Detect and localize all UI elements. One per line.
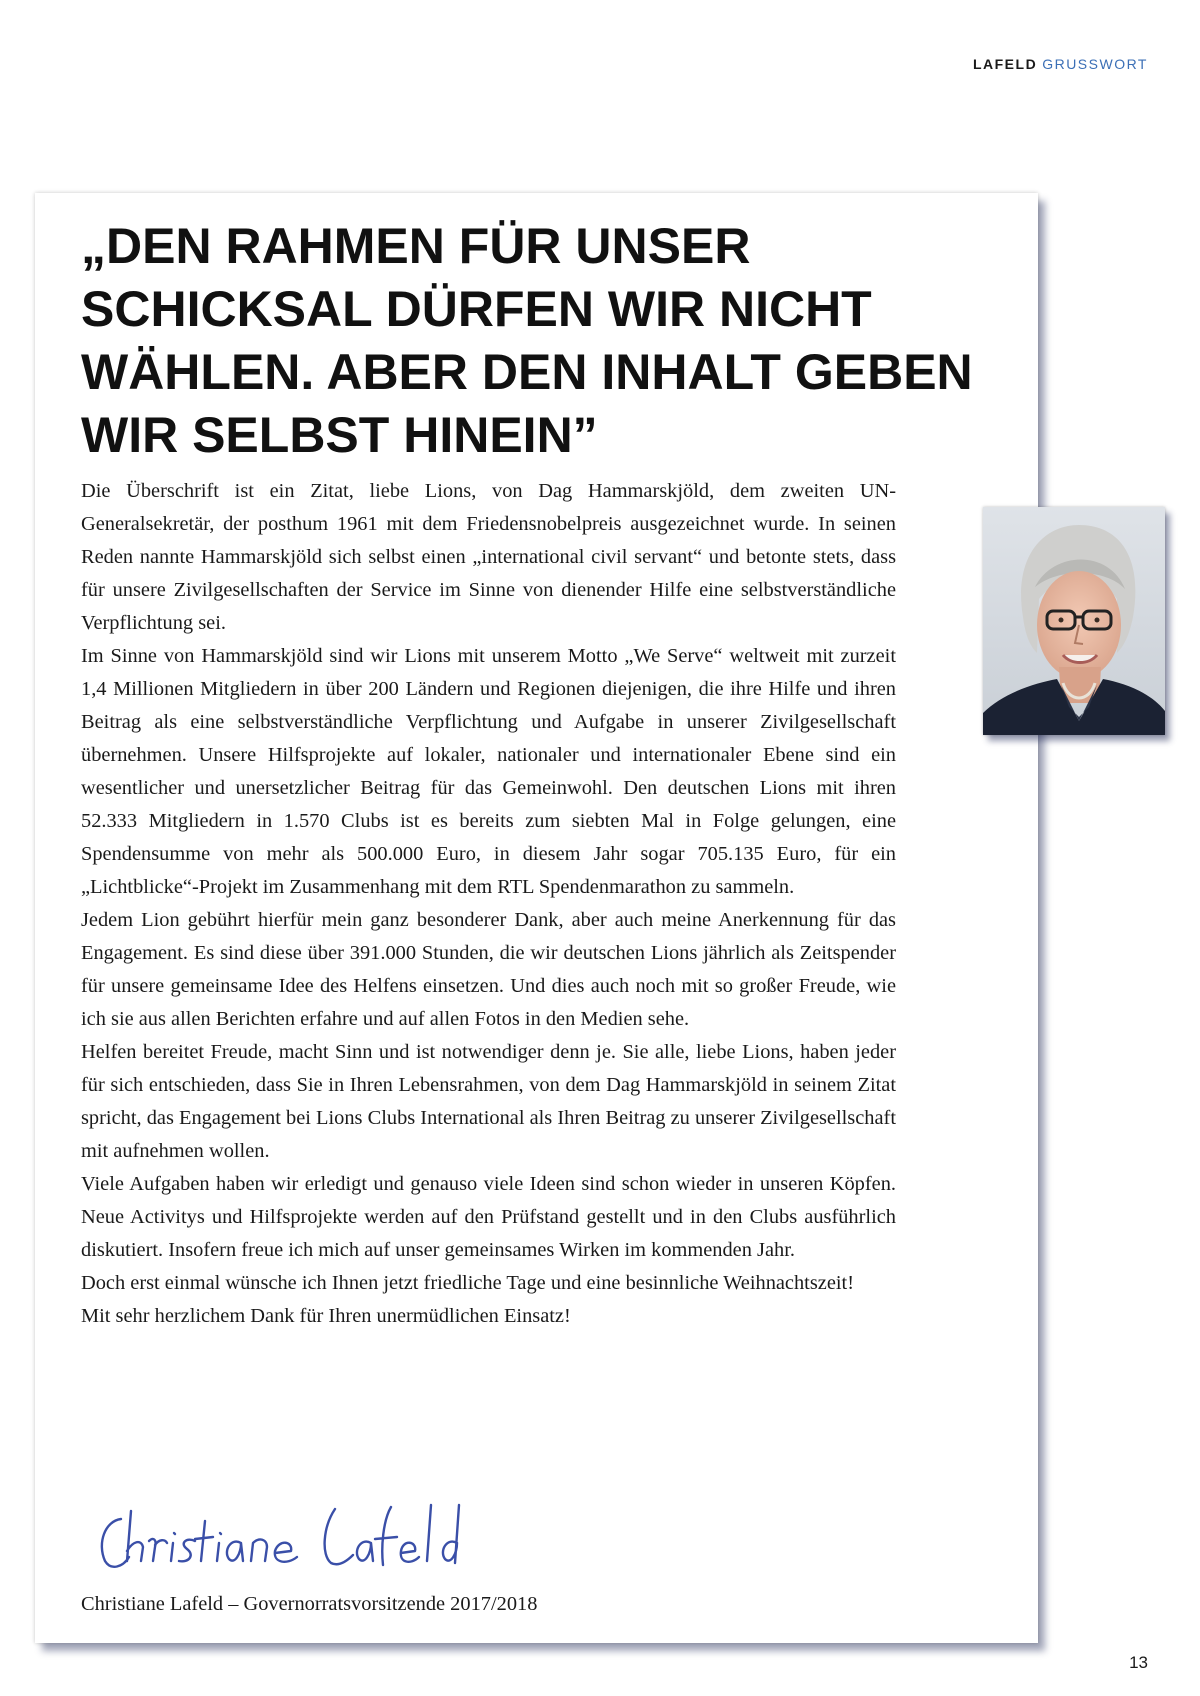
paragraph: Im Sinne von Hammarskjöld sind wir Lions mit unserem Motto „We Serve“ weltweit mit zurzeit 1,4 Millionen Mitgliedern in über 200 Ländern und Regionen diejenigen, die ihre Hilfe und ihren Beitrag als eine selbstverständliche Verpflichtung und Aufgabe in unserer Zivilgesellschaft übernehmen. Unsere Hilfsprojekte auf lokaler, nationaler und internationaler Ebene sind ein wesentlicher und unersetzlicher Beitrag für das Gemeinwohl. Den deutschen Lions mit ihren 52.333 Mitgliedern in 1.570 Clubs ist es bereits zum siebten Mal in Folge gelungen, eine Spendensumme von mehr als 500.000 Euro, in diesem Jahr sogar 705.135 Euro, für ein „Lichtblicke“-Projekt im Zusammenhang mit dem RTL Spendenmarathon zu sammeln. xyxy=(81,645,896,898)
running-head xyxy=(973,56,1148,72)
page-number: 13 xyxy=(1129,1653,1148,1672)
signature-caption: Christiane Lafeld – Governorratsvorsitzende 2017/2018 xyxy=(81,1593,538,1615)
headline-quote: „DEN RAHMEN FÜR UNSER SCHICKSAL DÜRFEN WIR NICHT WÄHLEN. ABER DEN INHALT GEBEN WIR SELBST HINEIN” xyxy=(81,218,973,463)
paragraph: Viele Aufgaben haben wir erledigt und genauso viele Ideen sind schon wieder in unseren Köpfen. Neue Activitys und Hilfsprojekte werden auf den Prüfstand gestellt und in den Clubs ausführlich diskutiert. Insofern freue ich mich auf unser gemeinsames Wirken im kommenden Jahr. xyxy=(81,1173,896,1261)
paragraph: Die Überschrift ist ein Zitat, liebe Lions, von Dag Hammarskjöld, dem zweiten UN-Generalsekretär, der posthum 1961 mit dem Friedensnobelpreis ausgezeichnet wurde. In seinen Reden nannte Hammarskjöld sich selbst einen „international civil servant“ und betonte stets, dass für unsere Zivilgesellschaften der Service im Sinne von dienender Hilfe eine selbstverständliche Verpflichtung sei. xyxy=(81,480,896,634)
running-head-author: LAFELD xyxy=(972,56,1038,72)
greeting-card xyxy=(35,193,1038,1643)
running-head-section: GRUSSWORT xyxy=(1042,56,1148,72)
paragraph: Jedem Lion gebührt hierfür mein ganz besonderer Dank, aber auch meine Anerkennung für das Engagement. Es sind diese über 391.000 Stunden, die wir deutschen Lions jährlich als Zeitspender für unsere gemeinsame Idee des Helfens einsetzen. Und dies auch noch mit so großer Freude, wie ich sie aus allen Berichten erfahre und auf allen Fotos in den Medien sehe. xyxy=(81,909,896,1030)
author-portrait xyxy=(983,507,1165,735)
paragraph: Helfen bereitet Freude, macht Sinn und ist notwendiger denn je. Sie alle, liebe Lions, haben jeder für sich entschieden, dass Sie in Ihren Lebensrahmen, von dem Dag Hammarskjöld in seinem Zitat spricht, das Engagement bei Lions Clubs International als Ihren Beitrag zu unserer Zivilgesellschaft mit aufnehmen wollen. xyxy=(81,1041,896,1162)
paragraph: Doch erst einmal wünsche ich Ihnen jetzt friedliche Tage und eine besinnliche Weihnachtszeit! xyxy=(81,1272,855,1294)
handwritten-signature xyxy=(91,1491,471,1581)
paragraph: Mit sehr herzlichem Dank für Ihren unermüdlichen Einsatz! xyxy=(81,1305,571,1327)
body-text xyxy=(81,475,896,1333)
